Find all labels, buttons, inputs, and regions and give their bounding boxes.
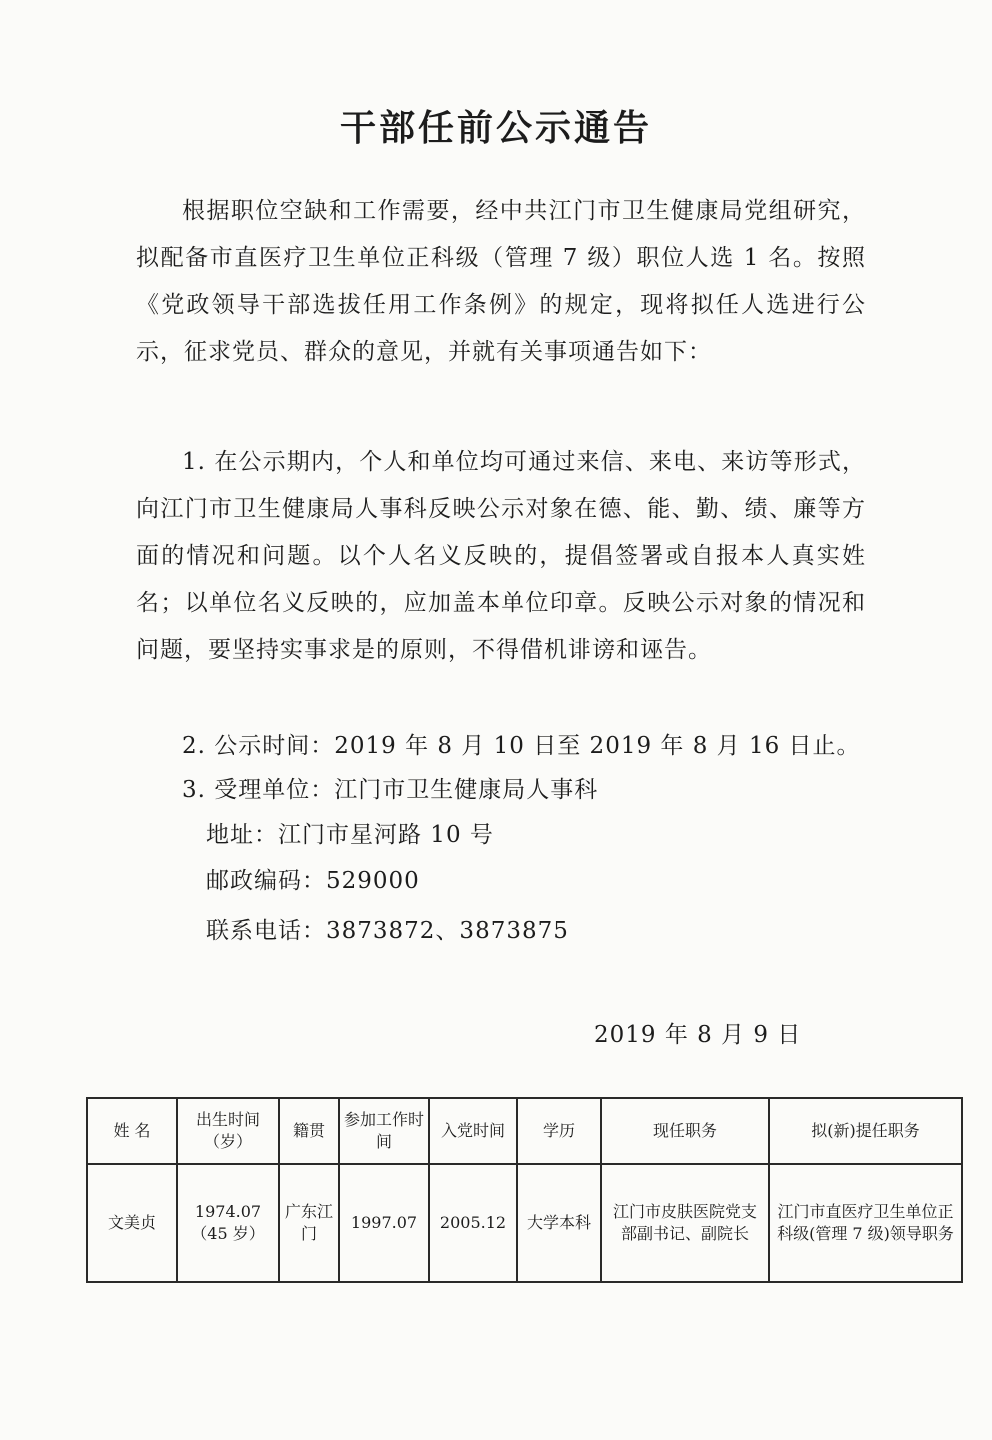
cell-education: 大学本科 — [517, 1164, 601, 1282]
page-title: 干部任前公示通告 — [339, 107, 652, 149]
header-party-join: 入党时间 — [429, 1098, 517, 1164]
header-education: 学历 — [517, 1098, 601, 1164]
intro-paragraph: 根据职位空缺和工作需要，经中共江门市卫生健康局党组研究，拟配备市直医疗卫生单位正科级（管理 7 级）职位人选 1 名。按照《党政领导干部选拔任用工作条例》的规定，现将拟任人选进行公示，征求党员、群众的意见，并就有关事项通告如下： — [136, 198, 866, 365]
address-line: 地址：江门市星河路 10 号 — [206, 822, 494, 848]
table-row — [87, 1164, 962, 1282]
candidate-table — [86, 1097, 963, 1283]
item-1-paragraph: 1. 在公示期内，个人和单位均可通过来信、来电、来访等形式，向江门市卫生健康局人事科反映公示对象在德、能、勤、绩、廉等方面的情况和问题。以个人名义反映的，提倡签署或自报本人真实姓名；以单位名义反映的，应加盖本单位印章。反映公示对象的情况和问题，要坚持实事求是的原则，不得借机诽谤和诬告。 — [136, 449, 866, 663]
header-work-start: 参加工作时间 — [339, 1098, 429, 1164]
table-header-row — [87, 1098, 962, 1164]
cell-current-position: 江门市皮肤医院党支部副书记、副院长 — [601, 1164, 769, 1282]
header-name: 姓 名 — [87, 1098, 177, 1164]
cell-birth: 1974.07（45 岁） — [177, 1164, 279, 1282]
notice-date: 2019 年 8 月 9 日 — [594, 1022, 802, 1048]
header-current-position: 现任职务 — [601, 1098, 769, 1164]
cell-proposed-position: 江门市直医疗卫生单位正科级(管理 7 级)领导职务 — [769, 1164, 962, 1282]
cell-name: 文美贞 — [87, 1164, 177, 1282]
header-birth: 出生时间（岁） — [177, 1098, 279, 1164]
postcode-line: 邮政编码：529000 — [206, 868, 420, 894]
cell-party-join: 2005.12 — [429, 1164, 517, 1282]
cell-native-place: 广东江门 — [279, 1164, 339, 1282]
cell-work-start: 1997.07 — [339, 1164, 429, 1282]
header-proposed-position: 拟(新)提任职务 — [769, 1098, 962, 1164]
phone-line: 联系电话：3873872、3873875 — [206, 918, 569, 944]
header-native-place: 籍贯 — [279, 1098, 339, 1164]
item-3-receiving-unit: 3. 受理单位：江门市卫生健康局人事科 — [182, 777, 599, 803]
item-2-publicity-period: 2. 公示时间：2019 年 8 月 10 日至 2019 年 8 月 16 日止。 — [182, 733, 861, 759]
